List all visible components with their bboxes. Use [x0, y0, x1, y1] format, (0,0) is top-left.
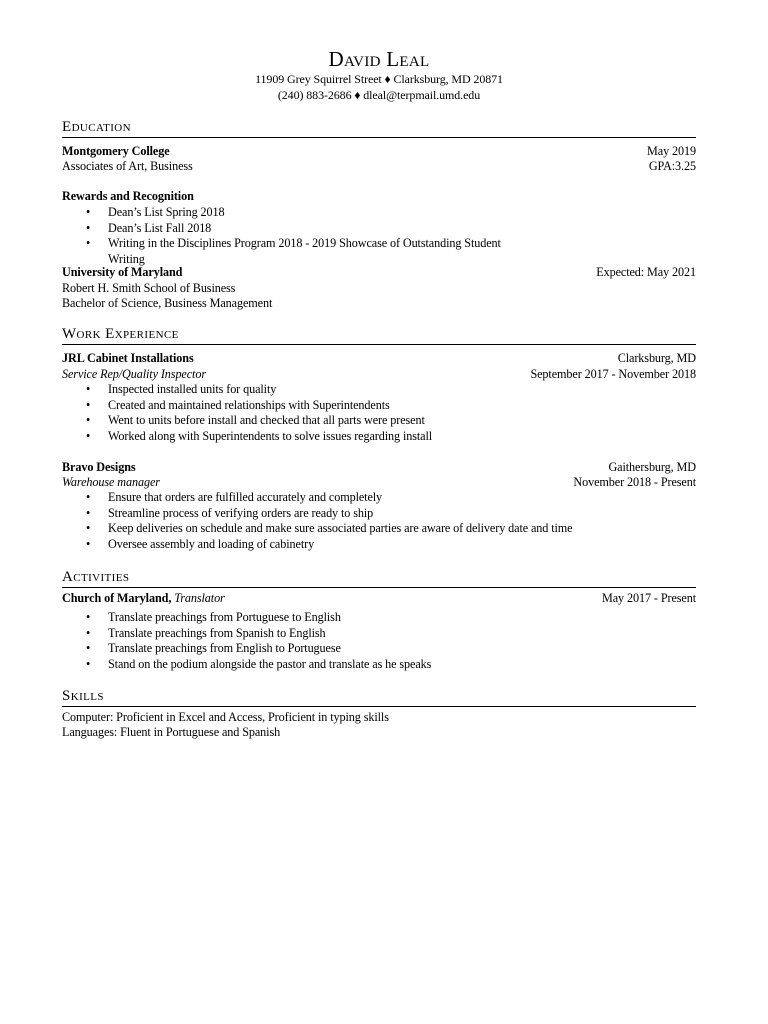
umd-degree: Bachelor of Science, Business Management [62, 296, 273, 310]
job-bullets [62, 490, 696, 552]
activity-org-role [62, 591, 225, 607]
umd-date: Expected: May 2021 [596, 265, 696, 279]
list-item: • Dean’s List Spring 2018 [62, 205, 532, 221]
list-item: • Created and maintained relationships with Superintendents [62, 398, 696, 414]
activity-role: Translator [174, 591, 225, 605]
work-heading: Work Experience [62, 325, 696, 345]
list-item: • Oversee assembly and loading of cabinetry [62, 537, 696, 553]
job-company: JRL Cabinet Installations [62, 351, 194, 365]
list-item: • Went to units before install and checked that all parts were present [62, 413, 696, 429]
job-location: Gaithersburg, MD [608, 460, 696, 474]
contact-phone-email: (240) 883-2686 ♦ dleal@terpmail.umd.edu [277, 88, 481, 102]
list-item: • Inspected installed units for quality [62, 382, 696, 398]
rewards-heading: Rewards and Recognition [62, 189, 194, 203]
job-role: Service Rep/Quality Inspector [62, 367, 206, 381]
montgomery-school: Montgomery College [62, 144, 170, 158]
umd-college: Robert H. Smith School of Business [62, 281, 236, 295]
job-company: Bravo Designs [62, 460, 136, 474]
list-item: • Streamline process of verifying orders are ready to ship [62, 506, 696, 522]
contact-address: 11909 Grey Squirrel Street ♦ Clarksburg, MD 20871 [255, 72, 503, 86]
list-item: • Dean’s List Fall 2018 [62, 221, 532, 237]
job-header-row [62, 351, 696, 367]
job-role-row [62, 367, 696, 383]
activity-row [62, 591, 696, 607]
umd-school: University of Maryland [62, 265, 183, 279]
activities-heading: Activities [62, 568, 696, 588]
list-item: • Ensure that orders are fulfilled accurately and completely [62, 490, 696, 506]
list-item: • Translate preachings from Spanish to English [62, 626, 696, 642]
list-item: • Keep deliveries on schedule and make sure associated parties are aware of delivery date and time [62, 521, 696, 537]
list-item: • Worked along with Superintendents to solve issues regarding install [62, 429, 696, 445]
skills-computer: Computer: Proficient in Excel and Access, Proficient in typing skills [62, 710, 389, 724]
list-item: • Translate preachings from Portuguese to English [62, 610, 696, 626]
resume-name: David Leal [328, 47, 430, 71]
montgomery-gpa: GPA:3.25 [648, 159, 696, 173]
job-role: Warehouse manager [62, 475, 160, 489]
job-location: Clarksburg, MD [617, 351, 696, 365]
skills-languages: Languages: Fluent in Portuguese and Spanish [62, 725, 281, 739]
activity-dates: May 2017 - Present [602, 591, 696, 605]
montgomery-degree: Associates of Art, Business [62, 159, 193, 173]
job-dates: September 2017 - November 2018 [530, 367, 696, 381]
job-bullets [62, 382, 696, 444]
list-item: • Writing in the Disciplines Program 2018 - 2019 Showcase of Outstanding Student Writing [62, 236, 532, 267]
list-item: • Stand on the podium alongside the pastor and translate as he speaks [62, 657, 696, 673]
montgomery-row [62, 144, 696, 160]
umd-row [62, 265, 696, 281]
education-heading: Education [62, 118, 696, 138]
montgomery-degree-row [62, 159, 696, 175]
activity-org: Church of Maryland, [62, 591, 172, 605]
list-item: • Translate preachings from English to Portuguese [62, 641, 696, 657]
skills-heading: Skills [62, 687, 696, 707]
job-header-row [62, 460, 696, 476]
rewards-list [62, 205, 532, 267]
activity-bullets [62, 610, 696, 672]
montgomery-date: May 2019 [647, 144, 696, 158]
job-dates: November 2018 - Present [573, 475, 696, 489]
job-role-row [62, 475, 696, 491]
